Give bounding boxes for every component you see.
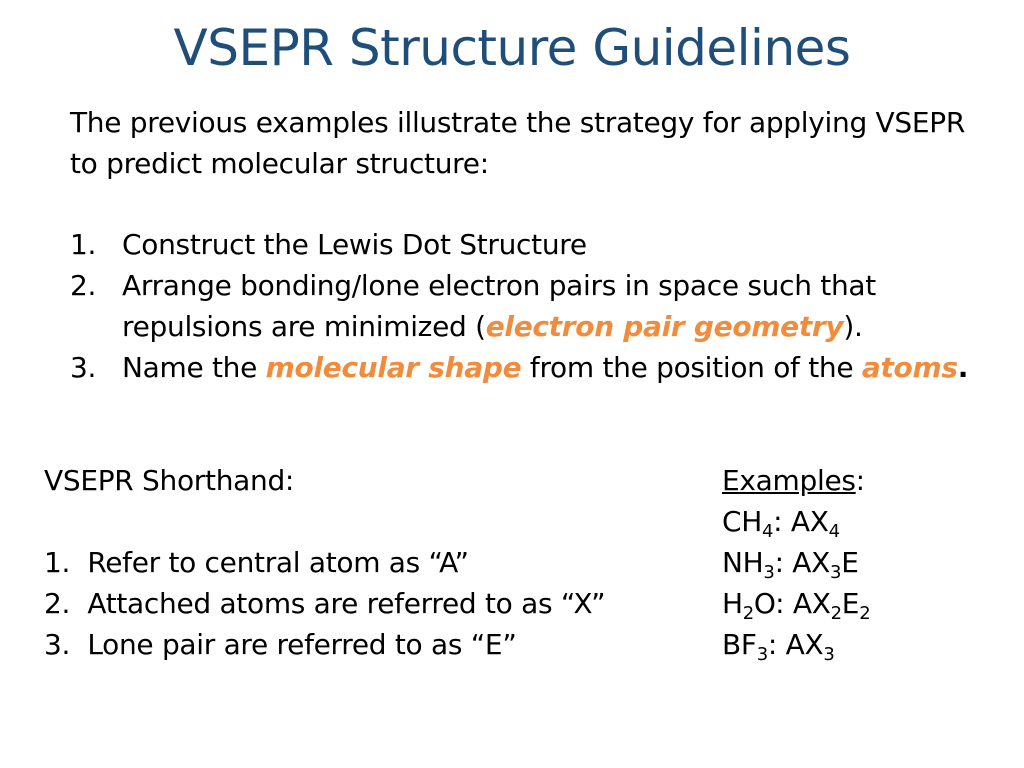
step-text-middle: from the position of the: [521, 351, 862, 384]
step-number: 3.: [70, 351, 97, 384]
formula-text: O: AX: [753, 587, 831, 620]
examples-heading-label: Examples: [722, 464, 856, 497]
list-item: [44, 542, 694, 583]
example-formula: [722, 542, 1012, 583]
atoms-term: atoms: [861, 351, 958, 384]
list-item: [44, 583, 694, 624]
formula-text: H: [722, 587, 743, 620]
examples-section: [722, 460, 1012, 665]
electron-pair-geometry-term: electron pair geometry: [485, 310, 844, 343]
list-item: [44, 624, 694, 665]
spacer: [44, 501, 694, 542]
formula-subscript: 3: [830, 562, 842, 583]
formula-text: : AX: [767, 628, 824, 661]
formula-text: E: [841, 546, 859, 579]
shorthand-heading: VSEPR Shorthand:: [44, 464, 295, 497]
item-number: 2.: [44, 587, 71, 620]
item-text: Refer to central atom as “A”: [87, 546, 469, 579]
step-text: Construct the Lewis Dot Structure: [122, 228, 587, 261]
formula-subscript: 2: [742, 603, 754, 624]
step-text: Name the: [122, 351, 266, 384]
list-item: [70, 224, 990, 265]
formula-subscript: 3: [756, 644, 768, 665]
strategy-steps-list: [70, 224, 990, 388]
formula-text: : AX: [773, 505, 829, 538]
formula-text: : AX: [774, 546, 831, 579]
vsepr-shorthand-section: [44, 460, 694, 665]
formula-text: BF: [722, 628, 757, 661]
list-item: [70, 347, 990, 388]
example-formula: [722, 583, 1012, 624]
item-text: Attached atoms are referred to as “X”: [87, 587, 606, 620]
formula-subscript: 2: [859, 603, 871, 624]
formula-subscript: 3: [763, 562, 775, 583]
intro-paragraph: The previous examples illustrate the strategy for applying VSEPR to predict molecular structure:: [70, 106, 965, 180]
item-number: 1.: [44, 546, 71, 579]
item-text: Lone pair are referred to as “E”: [87, 628, 517, 661]
examples-heading: [722, 460, 1012, 501]
formula-text: CH: [722, 505, 763, 538]
formula-text: NH: [722, 546, 764, 579]
examples-heading-colon: :: [855, 464, 865, 497]
step-number: 2.: [70, 269, 97, 302]
step-text-end: .: [957, 351, 969, 384]
example-formula: [722, 501, 1012, 542]
formula-subscript: 3: [823, 644, 835, 665]
formula-subscript: 4: [762, 521, 774, 542]
item-number: 3.: [44, 628, 71, 661]
step-text: Arrange bonding/lone electron pairs in space such that repulsions are minimized (: [122, 269, 876, 343]
example-formula: [722, 624, 1012, 665]
list-item: [70, 265, 990, 347]
formula-subscript: 2: [830, 603, 842, 624]
molecular-shape-term: molecular shape: [265, 351, 522, 384]
slide-title: VSEPR Structure Guidelines: [173, 19, 851, 77]
formula-text: E: [841, 587, 860, 620]
formula-subscript: 4: [828, 521, 840, 542]
step-text-end: ).: [843, 310, 863, 343]
step-number: 1.: [70, 228, 97, 261]
